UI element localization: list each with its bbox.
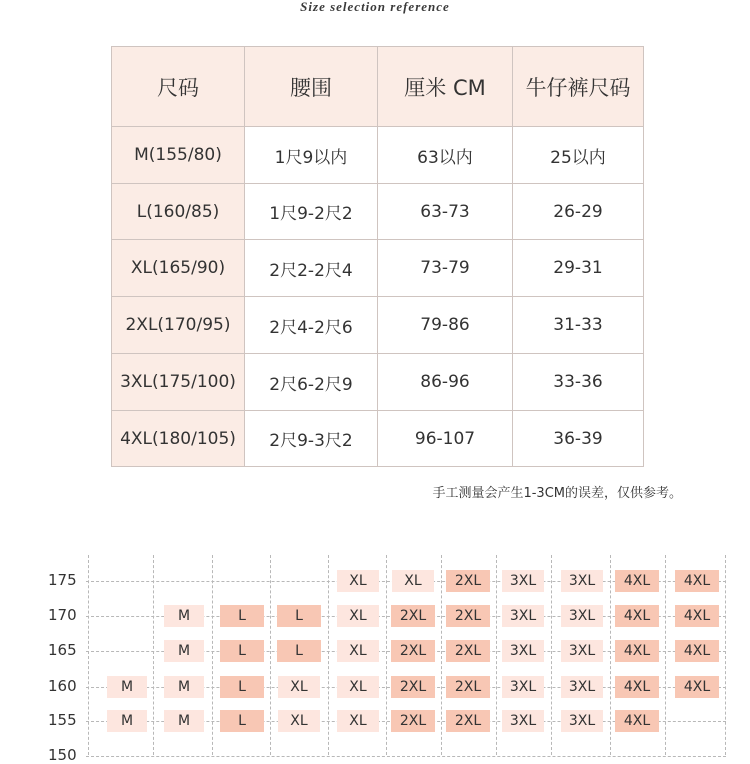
cell-jeans: 31-33 bbox=[513, 297, 644, 354]
cell-jeans: 36-39 bbox=[513, 411, 644, 467]
cell-size: 4XL(180/105) bbox=[112, 411, 245, 467]
size-cell: L bbox=[220, 676, 264, 698]
size-table-header-row bbox=[112, 47, 644, 127]
table-row bbox=[112, 127, 644, 184]
size-cell: 3XL bbox=[502, 605, 544, 627]
cell-cm: 96-107 bbox=[378, 411, 513, 467]
height-label: 150 bbox=[48, 746, 77, 764]
cell-jeans: 33-36 bbox=[513, 354, 644, 411]
size-cell: 3XL bbox=[561, 605, 603, 627]
size-cell: 4XL bbox=[675, 570, 719, 592]
height-label: 165 bbox=[48, 641, 77, 659]
size-cell: XL bbox=[337, 676, 379, 698]
cell-size: M(155/80) bbox=[112, 127, 245, 184]
measurement-note: 手工测量会产生1-3CM的误差，仅供参考。 bbox=[432, 486, 682, 501]
size-cell: M bbox=[107, 710, 147, 732]
height-size-chart bbox=[0, 545, 750, 764]
cell-cm: 73-79 bbox=[378, 240, 513, 297]
grid-vertical-line bbox=[328, 555, 329, 755]
size-cell: XL bbox=[392, 570, 434, 592]
size-cell: 4XL bbox=[615, 710, 659, 732]
size-cell: 3XL bbox=[561, 640, 603, 662]
size-cell: 2XL bbox=[446, 676, 490, 698]
table-row bbox=[112, 184, 644, 240]
cell-size: 3XL(175/100) bbox=[112, 354, 245, 411]
cell-waist: 2尺2-2尺4 bbox=[245, 240, 378, 297]
size-cell: 4XL bbox=[615, 640, 659, 662]
size-cell: XL bbox=[337, 710, 379, 732]
grid-vertical-line bbox=[551, 555, 552, 755]
grid-vertical-line bbox=[153, 555, 154, 755]
cell-size: L(160/85) bbox=[112, 184, 245, 240]
header-size: 尺码 bbox=[112, 47, 245, 127]
size-table bbox=[111, 46, 644, 467]
height-label: 175 bbox=[48, 571, 77, 589]
size-cell: 2XL bbox=[446, 640, 490, 662]
grid-vertical-line bbox=[441, 555, 442, 755]
size-cell: M bbox=[164, 710, 204, 732]
grid-vertical-line bbox=[270, 555, 271, 755]
grid-vertical-line bbox=[610, 555, 611, 755]
cell-cm: 63以内 bbox=[378, 127, 513, 184]
size-cell: 2XL bbox=[391, 640, 435, 662]
size-cell: 4XL bbox=[675, 640, 719, 662]
size-cell: 3XL bbox=[502, 640, 544, 662]
grid-vertical-line bbox=[212, 555, 213, 755]
cell-cm: 86-96 bbox=[378, 354, 513, 411]
grid-vertical-line bbox=[88, 555, 89, 755]
cell-waist: 2尺9-3尺2 bbox=[245, 411, 378, 467]
size-cell: 3XL bbox=[561, 710, 603, 732]
size-cell: 4XL bbox=[615, 676, 659, 698]
cell-waist: 2尺4-2尺6 bbox=[245, 297, 378, 354]
table-row bbox=[112, 240, 644, 297]
size-cell: 4XL bbox=[615, 605, 659, 627]
size-cell: XL bbox=[278, 676, 320, 698]
size-cell: XL bbox=[337, 605, 379, 627]
cell-jeans: 29-31 bbox=[513, 240, 644, 297]
size-cell: 2XL bbox=[391, 676, 435, 698]
size-cell: M bbox=[164, 640, 204, 662]
size-cell: L bbox=[220, 605, 264, 627]
grid-vertical-line bbox=[725, 555, 726, 755]
height-label: 160 bbox=[48, 677, 77, 695]
size-cell: 2XL bbox=[446, 570, 490, 592]
size-cell: 3XL bbox=[561, 676, 603, 698]
size-reference-title: Size selection reference bbox=[300, 0, 450, 14]
size-cell: XL bbox=[337, 640, 379, 662]
size-cell: 2XL bbox=[391, 605, 435, 627]
cell-size: XL(165/90) bbox=[112, 240, 245, 297]
size-cell: M bbox=[164, 605, 204, 627]
size-cell: XL bbox=[278, 710, 320, 732]
cell-waist: 1尺9-2尺2 bbox=[245, 184, 378, 240]
height-label: 155 bbox=[48, 711, 77, 729]
size-cell: 2XL bbox=[391, 710, 435, 732]
size-cell: L bbox=[220, 710, 264, 732]
cell-jeans: 26-29 bbox=[513, 184, 644, 240]
size-cell: 4XL bbox=[675, 676, 719, 698]
cell-cm: 63-73 bbox=[378, 184, 513, 240]
height-label: 170 bbox=[48, 606, 77, 624]
size-cell: 3XL bbox=[502, 570, 544, 592]
size-cell: 2XL bbox=[446, 710, 490, 732]
size-cell: 4XL bbox=[615, 570, 659, 592]
size-cell: 2XL bbox=[446, 605, 490, 627]
size-cell: 3XL bbox=[502, 676, 544, 698]
header-jeans-size: 牛仔裤尺码 bbox=[513, 47, 644, 127]
size-cell: M bbox=[107, 676, 147, 698]
size-cell: M bbox=[164, 676, 204, 698]
grid-vertical-line bbox=[665, 555, 666, 755]
grid-horizontal-line bbox=[86, 756, 726, 757]
size-cell: 3XL bbox=[561, 570, 603, 592]
size-cell: L bbox=[220, 640, 264, 662]
table-row bbox=[112, 297, 644, 354]
size-cell: 4XL bbox=[675, 605, 719, 627]
cell-size: 2XL(170/95) bbox=[112, 297, 245, 354]
header-waist: 腰围 bbox=[245, 47, 378, 127]
size-cell: L bbox=[277, 640, 321, 662]
cell-cm: 79-86 bbox=[378, 297, 513, 354]
header-cm: 厘米 CM bbox=[378, 47, 513, 127]
table-row bbox=[112, 411, 644, 467]
grid-vertical-line bbox=[496, 555, 497, 755]
size-cell: 3XL bbox=[502, 710, 544, 732]
cell-waist: 2尺6-2尺9 bbox=[245, 354, 378, 411]
size-cell: L bbox=[277, 605, 321, 627]
cell-waist: 1尺9以内 bbox=[245, 127, 378, 184]
grid-vertical-line bbox=[386, 555, 387, 755]
cell-jeans: 25以内 bbox=[513, 127, 644, 184]
size-cell: XL bbox=[337, 570, 379, 592]
table-row bbox=[112, 354, 644, 411]
